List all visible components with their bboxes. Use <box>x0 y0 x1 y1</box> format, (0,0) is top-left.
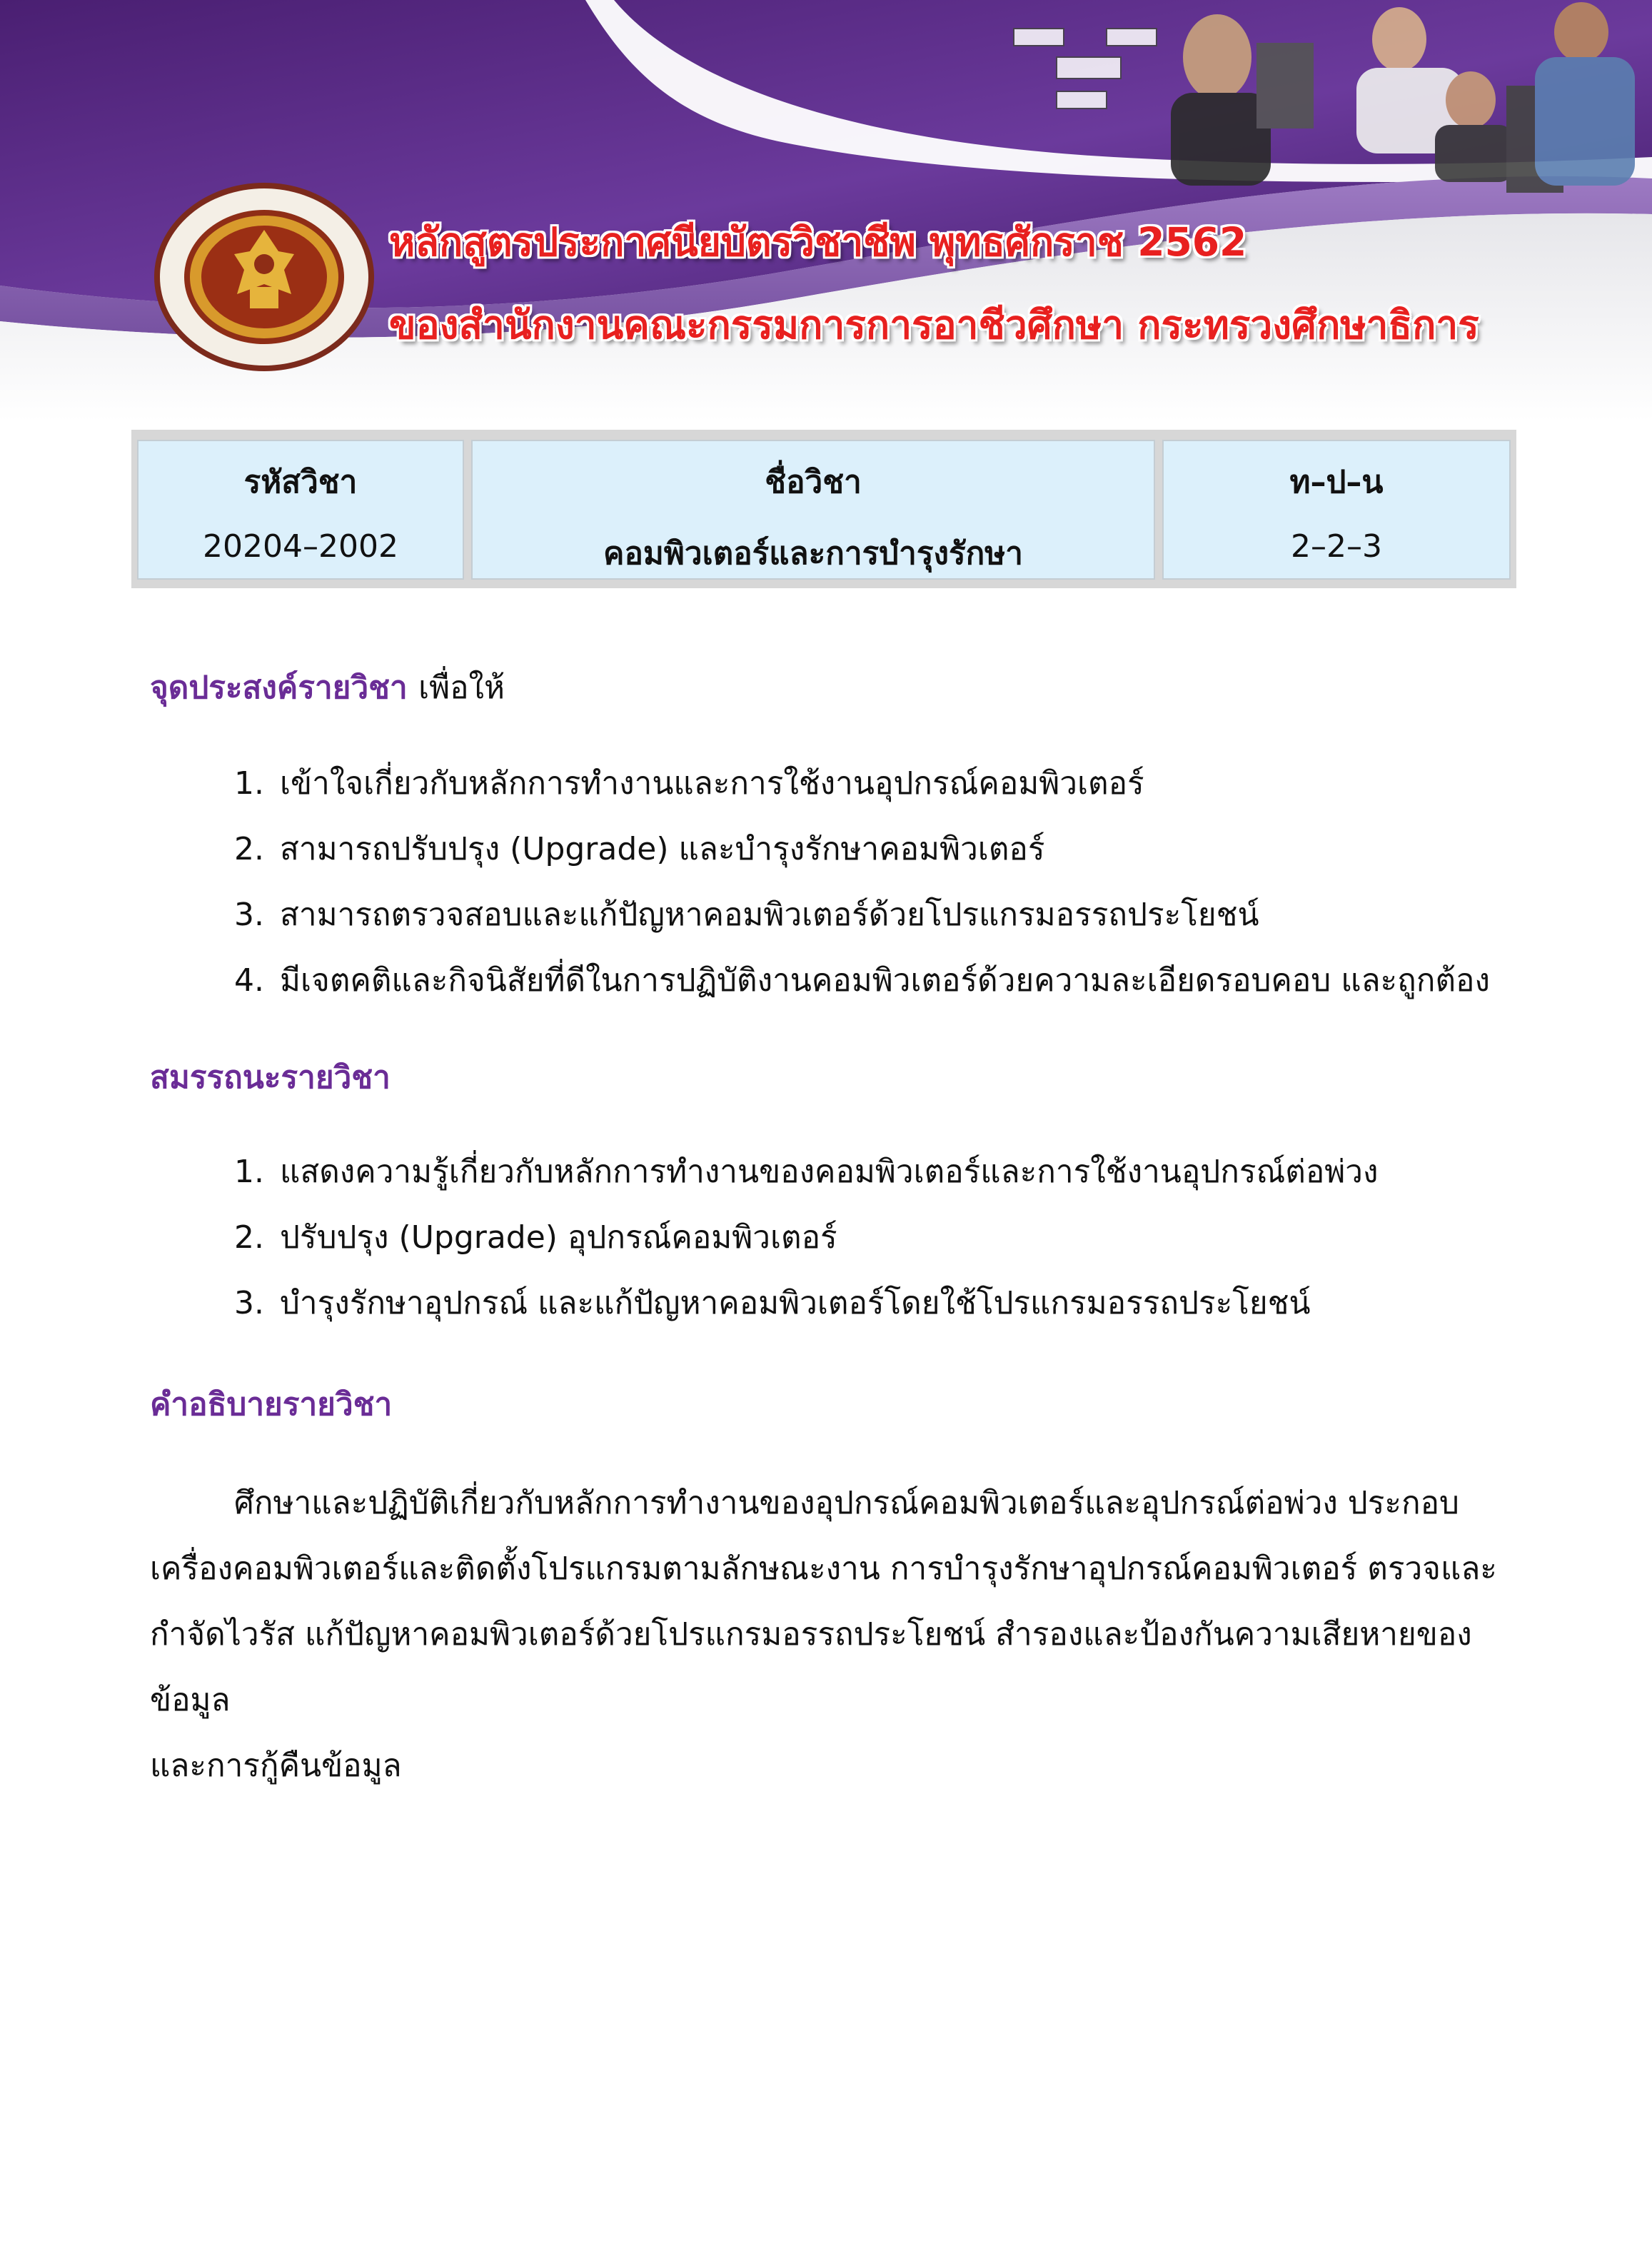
list-item <box>234 828 1490 894</box>
competencies-list <box>234 1151 1379 1348</box>
description-line: ศึกษาและปฏิบัติเกี่ยวกับหลักการทำงานของอุปกรณ์คอมพิวเตอร์และอุปกรณ์ต่อพ่วง ประกอบ <box>234 1485 1459 1521</box>
item-number: 2. <box>234 831 264 867</box>
objectives-heading-suffix: เพื่อให้ <box>418 670 505 706</box>
description-line: กำจัดไวรัส แก้ปัญหาคอมพิวเตอร์ด้วยโปรแกรมอรรถประโยชน์ สำรองและป้องกันความเสียหายของข้อมูล <box>150 1616 1472 1718</box>
credit-hours-cell <box>1162 440 1511 580</box>
list-item <box>234 1282 1379 1348</box>
credit-hours-value: 2–2–3 <box>1291 528 1382 565</box>
curriculum-title-line2: ของสำนักงานคณะกรรมการการอาชีวศึกษา กระทรวงศึกษาธิการ <box>389 302 1479 348</box>
objectives-list <box>234 762 1490 1025</box>
list-item <box>234 762 1490 828</box>
item-text: สามารถตรวจสอบและแก้ปัญหาคอมพิวเตอร์ด้วยโปรแกรมอรรถประโยชน์ <box>280 897 1259 933</box>
item-number: 3. <box>234 897 264 933</box>
description-line: และการกู้คืนข้อมูล <box>150 1748 402 1784</box>
list-item <box>234 1151 1379 1216</box>
item-text: แสดงความรู้เกี่ยวกับหลักการทำงานของคอมพิวเตอร์และการใช้งานอุปกรณ์ต่อพ่วง <box>280 1154 1379 1190</box>
item-text: มีเจตคติและกิจนิสัยที่ดีในการปฏิบัติงานคอมพิวเตอร์ด้วยความละเอียดรอบคอบ และถูกต้อง <box>280 962 1490 999</box>
item-text: บำรุงรักษาอุปกรณ์ และแก้ปัญหาคอมพิวเตอร์โดยใช้โปรแกรมอรรถประโยชน์ <box>280 1285 1311 1321</box>
item-number: 2. <box>234 1219 264 1256</box>
curriculum-title-line1: หลักสูตรประกาศนียบัตรวิชาชีพ พุทธศักราช 2562 <box>389 219 1247 265</box>
list-item <box>234 894 1490 959</box>
description-body <box>150 1471 1506 1799</box>
vocational-commission-logo <box>151 180 377 374</box>
course-code-value: 20204–2002 <box>203 528 398 565</box>
list-item <box>234 1216 1379 1282</box>
course-code-header: รหัสวิชา <box>243 464 358 500</box>
item-text: สามารถปรับปรุง (Upgrade) และบำรุงรักษาคอมพิวเตอร์ <box>280 831 1045 867</box>
objectives-heading <box>150 662 505 712</box>
description-line: เครื่องคอมพิวเตอร์และติดตั้งโปรแกรมตามลักษณะงาน การบำรุงรักษาอุปกรณ์คอมพิวเตอร์ ตรวจและ <box>150 1551 1497 1587</box>
credit-hours-header: ท–ป–น <box>1289 464 1384 500</box>
course-name-cell <box>471 440 1155 580</box>
item-number: 4. <box>234 962 264 999</box>
competencies-heading: สมรรถนะรายวิชา <box>150 1059 391 1096</box>
course-info-table <box>131 430 1516 588</box>
item-number: 1. <box>234 765 264 802</box>
item-text: ปรับปรุง (Upgrade) อุปกรณ์คอมพิวเตอร์ <box>280 1219 837 1256</box>
objectives-heading-text: จุดประสงค์รายวิชา <box>150 670 408 706</box>
course-code-cell <box>137 440 464 580</box>
list-item <box>234 959 1490 1025</box>
item-number: 3. <box>234 1285 264 1321</box>
item-text: เข้าใจเกี่ยวกับหลักการทำงานและการใช้งานอุปกรณ์คอมพิวเตอร์ <box>280 765 1144 802</box>
course-name-value: คอมพิวเตอร์และการบำรุงรักษา <box>603 535 1023 572</box>
description-heading: คำอธิบายรายวิชา <box>150 1386 393 1423</box>
item-number: 1. <box>234 1154 264 1190</box>
course-name-header: ชื่อวิชา <box>765 464 862 500</box>
